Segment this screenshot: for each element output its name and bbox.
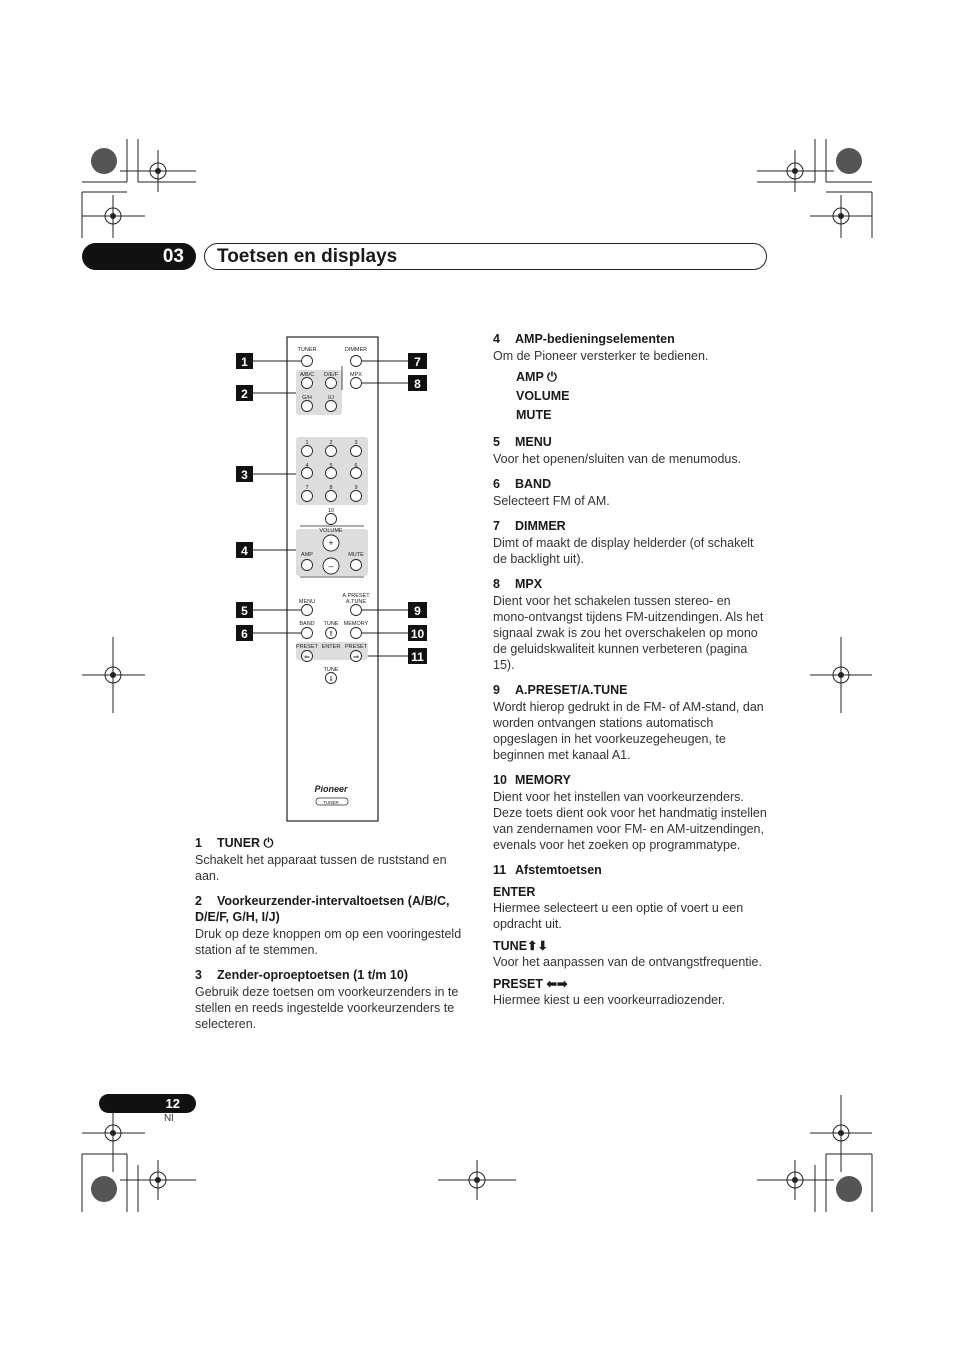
svg-text:PRESET: PRESET <box>295 644 319 650</box>
item-10-heading: 10 MEMORY <box>493 773 571 787</box>
band-button <box>302 628 313 639</box>
item-6-heading: 6 BAND <box>493 477 552 491</box>
svg-text:MENU: MENU <box>298 599 316 605</box>
svg-text:5: 5 <box>241 604 248 618</box>
memory-button <box>351 628 362 639</box>
svg-text:MUTE: MUTE <box>348 552 364 558</box>
svg-text:⇒: ⇒ <box>353 654 359 661</box>
power-icon: ⏻ <box>263 836 274 850</box>
language-code: Nl <box>164 1113 174 1124</box>
tuner-button <box>302 356 313 367</box>
left-column: 1 TUNER ⏻ Schakelt het apparaat tussen de ruststand en aan. 2 Voorkeurzender-intervaltoetsen (A/B/C, D/E/F, G/H, I/J) Druk op deze knoppen om op een vooringesteld station af te stemmen. 3 Zender-oproeptoetsen (1 t/m 10) Gebruik deze toetsen om voorkeurzenders in te stellen en reeds ingestelde voorkeurzenders te selecteren. <box>195 835 470 1032</box>
svg-text:I/J: I/J <box>328 395 334 401</box>
item-5-heading: 5 MENU <box>493 435 552 449</box>
remote-diagram <box>230 330 440 825</box>
svg-text:⇐: ⇐ <box>304 654 310 661</box>
svg-text:Pioneer: Pioneer <box>314 784 348 794</box>
svg-text:PRESET: PRESET <box>344 644 368 650</box>
power-icon: ⏻ <box>547 370 557 384</box>
left-right-arrow-icon: ⬅➡ <box>546 977 568 991</box>
svg-text:1: 1 <box>305 440 309 446</box>
svg-text:D/E/F: D/E/F <box>323 372 339 378</box>
svg-text:2: 2 <box>241 387 248 401</box>
item-7-heading: 7 DIMMER <box>493 519 566 533</box>
svg-text:4: 4 <box>241 544 248 558</box>
svg-text:TUNE: TUNE <box>323 621 339 627</box>
amp-button <box>302 560 313 571</box>
item-9-heading: 9 A.PRESET/A.TUNE <box>493 683 628 697</box>
svg-text:9: 9 <box>354 485 358 491</box>
svg-text:VOLUME: VOLUME <box>319 528 343 534</box>
page-number: 12 <box>99 1094 196 1113</box>
mute-button <box>351 560 362 571</box>
svg-text:AMP: AMP <box>301 552 313 558</box>
svg-text:11: 11 <box>411 650 424 664</box>
item-1-heading: 1 TUNER ⏻ <box>195 836 274 850</box>
svg-text:7: 7 <box>414 355 421 369</box>
up-down-arrow-icon: ⬆⬇ <box>527 939 548 953</box>
svg-text:6: 6 <box>241 627 248 641</box>
svg-text:A/B/C: A/B/C <box>299 372 315 378</box>
svg-text:2: 2 <box>329 440 333 446</box>
svg-text:DIMMER: DIMMER <box>344 347 368 353</box>
svg-text:⇑: ⇑ <box>328 631 334 638</box>
svg-text:A.PRESET: A.PRESET <box>342 593 370 599</box>
svg-text:9: 9 <box>414 604 421 618</box>
menu-button <box>302 605 313 616</box>
chapter-number: 03 <box>82 243 196 270</box>
svg-text:6: 6 <box>354 463 358 469</box>
svg-text:BAND: BAND <box>299 621 315 627</box>
item-2-heading: 2 Voorkeurzender-intervaltoetsen (A/B/C, D/E/F, G/H, I/J) <box>195 894 450 924</box>
item-8-heading: 8 MPX <box>493 577 543 591</box>
svg-text:TUNER: TUNER <box>323 800 339 805</box>
svg-text:7: 7 <box>305 485 309 491</box>
svg-text:1: 1 <box>241 355 248 369</box>
svg-text:5: 5 <box>329 463 333 469</box>
svg-text:8: 8 <box>414 377 421 391</box>
svg-text:TUNE: TUNE <box>323 667 339 673</box>
dimmer-button <box>351 356 362 367</box>
mpx-button <box>351 378 362 389</box>
svg-text:8: 8 <box>329 485 333 491</box>
item-3-heading: 3 Zender-oproeptoetsen (1 t/m 10) <box>195 968 408 982</box>
svg-text:MPX: MPX <box>350 372 362 378</box>
item-4-heading: 4 AMP-bedieningselementen <box>493 332 675 346</box>
svg-text:–: – <box>328 561 334 571</box>
svg-text:3: 3 <box>241 468 248 482</box>
svg-text:3: 3 <box>354 440 358 446</box>
svg-text:⇓: ⇓ <box>328 676 334 683</box>
svg-text:MEMORY: MEMORY <box>343 621 369 627</box>
svg-text:A.TUNE: A.TUNE <box>345 599 367 605</box>
item-11-heading: 11 Afstemtoetsen <box>493 863 602 877</box>
svg-text:TUNER: TUNER <box>297 347 317 353</box>
svg-text:ENTER: ENTER <box>321 644 341 650</box>
apreset-button <box>351 605 362 616</box>
svg-text:10: 10 <box>327 508 335 514</box>
svg-text:10: 10 <box>410 627 425 641</box>
svg-text:+: + <box>328 538 334 548</box>
svg-text:G/H: G/H <box>302 395 312 401</box>
right-column: 4 AMP-bedieningselementen Om de Pioneer versterker te bedienen. AMP ⏻ VOLUME MUTE 5 MENU Voor het openen/sluiten van de menumodus. 6 BAND Selecteert FM of AM. 7 DIMMER Dimt of maakt de display helderder (of schakelt de backlight uit). 8 MPX Dient voor het schakelen tussen stereo- en mono-ontvangst tijdens FM-uitzendingen. Als het signaal zwak is zou het overschakelen op mono de geluidskwaliteit kunnen verbeteren (pagina 15). 9 A.PRESET/A.TUNE Wordt hierop gedrukt in de FM- of AM-stand, dan worden ontvangen stations automatisch opgeslagen in het voorkeuzegeheugen, te beginnen met kanaal A1. 10 MEMORY Dient voor het instellen van voorkeurzenders. Deze toets dient ook voor het handmatig instellen van zendernamen voor FM- en AM-uitzendingen, evenals voor het zoeken op programmatype. 11 Afstemtoetsen ENTER Hiermee selecteert u een optie of voert u een opdracht uit. TUNE⬆⬇ Voor het aanpassen van de ontvangstfrequentie. PRESET ⬅➡ Hiermee kiest u een voorkeurradiozender. <box>493 332 767 1007</box>
page-title: Toetsen en displays <box>204 243 767 270</box>
svg-text:4: 4 <box>305 463 309 469</box>
